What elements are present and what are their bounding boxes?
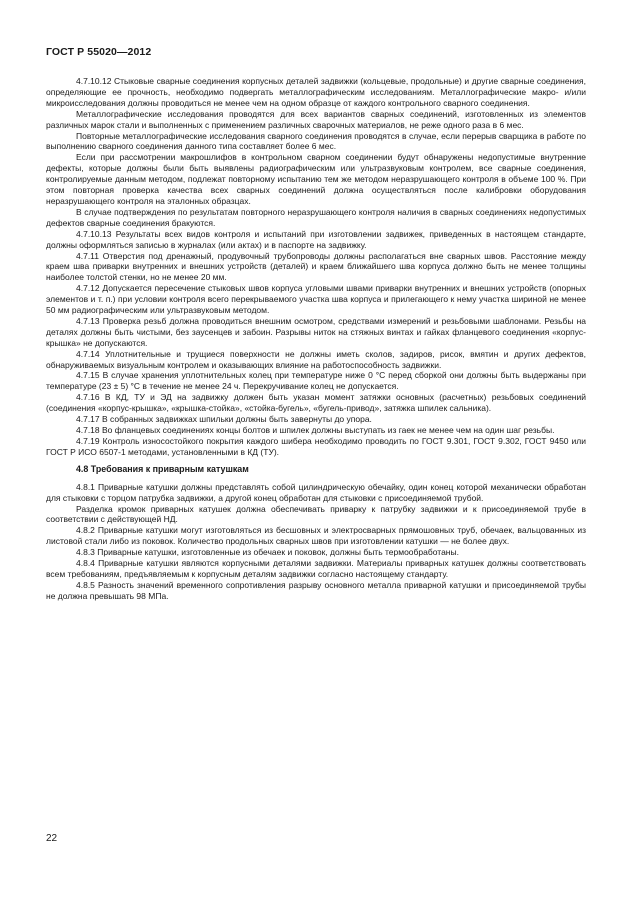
paragraph: 4.7.19 Контроль износостойкого покрытия каждого шибера необходимо проводить по ГОСТ 9.301, ГОСТ 9.302, ГОСТ 9450 или ГОСТ Р ИСО 6507-1 методами, установленными в КД (ТУ).: [46, 435, 586, 457]
paragraph: 4.7.12 Допускается пересечение стыковых швов корпуса угловыми швами приварки внутренних и внешних устройств (опорных элементов и т. п.) при условии контроля всего перекрываемого участка шва корпуса и прилегающего к нему участка шириной не менее 50 мм радиографическим или ультразвуковым методом.: [46, 283, 586, 316]
paragraph: 4.7.14 Уплотнительные и трущиеся поверхности не должны иметь сколов, задиров, рисок, вмятин и других дефектов, обнаруживаемых визуальным контролем и оказывающих влияние на работоспособность задвижки.: [46, 348, 586, 370]
paragraph: 4.8.5 Разность значений временного сопротивления разрыву основного металла приварной катушки и присоединяемой трубы не должна превышать 98 МПа.: [46, 579, 586, 601]
paragraph: 4.7.17 В собранных задвижках шпильки должны быть завернуты до упора.: [76, 414, 372, 425]
paragraph: 4.8.3 Приварные катушки, изготовленные из обечаек и поковок, должны быть термообработаны.: [76, 547, 459, 558]
paragraph: 4.7.13 Проверка резьб должна проводиться внешним осмотром, средствами измерений и резьбовыми шаблонами. Резьбы на деталях должны быть чистыми, без заусенцев и забоин. Разрывы ниток на стяжных винтах и гайках фланцевого соединения «корпус-крышка» не допускаются.: [46, 315, 586, 348]
paragraph: Разделка кромок приварных катушек должна обеспечивать приварку к патрубку задвижки и к присоединяемой трубе в соответствии с действующей НД.: [46, 503, 586, 525]
document-header: ГОСТ Р 55020—2012: [46, 46, 152, 58]
paragraph: 4.7.16 В КД, ТУ и ЭД на задвижку должен быть указан момент затяжки основных (расчетных) резьбовых соединений (соединения «корпус-крышка», «крышка-стойка», «стойка-бугель», «бугель-привод», затяжка шпилек сальника).: [46, 392, 586, 414]
paragraph: 4.8.1 Приварные катушки должны представлять собой цилиндрическую обечайку, один конец которой механически обработан для стыковки с торцом патрубка задвижки, а другой конец обработан для стыковки с присоединяемой трубой.: [46, 481, 586, 503]
page-number: 22: [46, 833, 58, 844]
paragraph: Металлографические исследования проводятся для всех вариантов сварных соединений, изготовленных из элементов различных марок стали и выполненных с применением различных сварочных материалов, не реже одного раза в 6 мес.: [46, 108, 586, 130]
paragraph: 4.8.2 Приварные катушки могут изготовляться из бесшовных и электросварных прямошовных труб, обечаек, вальцованных из листовой стали либо из поковок. Количество продольных сварных швов при изготовлении катушки — не более двух.: [46, 525, 586, 547]
paragraph: 4.8.4 Приварные катушки являются корпусными деталями задвижки. Материалы приварных катушек должны соответствовать всем требованиям, предъявляемым к корпусным деталям задвижки согласно настоящему стандарту.: [46, 558, 586, 579]
section-heading: 4.8 Требования к приварным катушкам: [76, 463, 249, 474]
paragraph: 4.7.10.13 Результаты всех видов контроля и испытаний при изготовлении задвижек, приведенных в настоящем стандарте, должны оформляться записью в журналах (или актах) и в паспорте на задвижку.: [46, 228, 586, 250]
paragraph: В случае подтверждения по результатам повторного неразрушающего контроля наличия в сварных соединениях недопустимых дефектов сварные соединения бракуются.: [46, 206, 586, 228]
paragraph: 4.7.18 Во фланцевых соединениях концы болтов и шпилек должны выступать из гаек не менее чем на один шаг резьбы.: [76, 425, 555, 435]
paragraph: Если при рассмотрении макрошлифов в контрольном сварном соединении будут обнаружены недопустимые внутренние дефекты, которые должны были быть выявлены радиографическим или ультразвуковым контролем, все сварные соединения, контролируемые данным методом, подлежат повторному испытанию тем же методом неразрушающего контроля в объеме 100 %. При этом повторная проверка качества всех сварных соединений должна осуществляться после калибровки оборудования неразрушающего контроля на эталонных образцах.: [46, 152, 586, 206]
paragraph: Повторные металлографические исследования сварного соединения проводятся в случае, если перерыв сварщика в работе по выполнению сварного соединения данного типа составляет более 6 мес.: [46, 130, 586, 152]
document-body: [46, 76, 586, 602]
paragraph: 4.7.10.12 Стыковые сварные соединения корпусных деталей задвижки (кольцевые, продольные) и другие сварные соединения, определяющие ее прочность, необходимо подвергать металлографическим исследованиям. Металлографические макро- и/или микроисследования должны проводиться не менее чем на одном образце от каждого контрольного сварного соединения.: [46, 76, 586, 108]
paragraph: 4.7.15 В случае хранения уплотнительных колец при температуре ниже 0 °С перед сборкой они должны быть выдержаны при температуре (23 ± 5) °С в течение не менее 24 ч. Перекручивание колец не допускается.: [46, 370, 586, 392]
paragraph: 4.7.11 Отверстия под дренажный, продувочный трубопроводы должны располагаться вне сварных швов. Расстояние между краем шва приварки внутренних и внешних устройств (деталей) и краем ближайшего шва корпуса должно быть не менее толщины наиболее толстой стенки, но не менее 20 мм.: [46, 250, 586, 283]
